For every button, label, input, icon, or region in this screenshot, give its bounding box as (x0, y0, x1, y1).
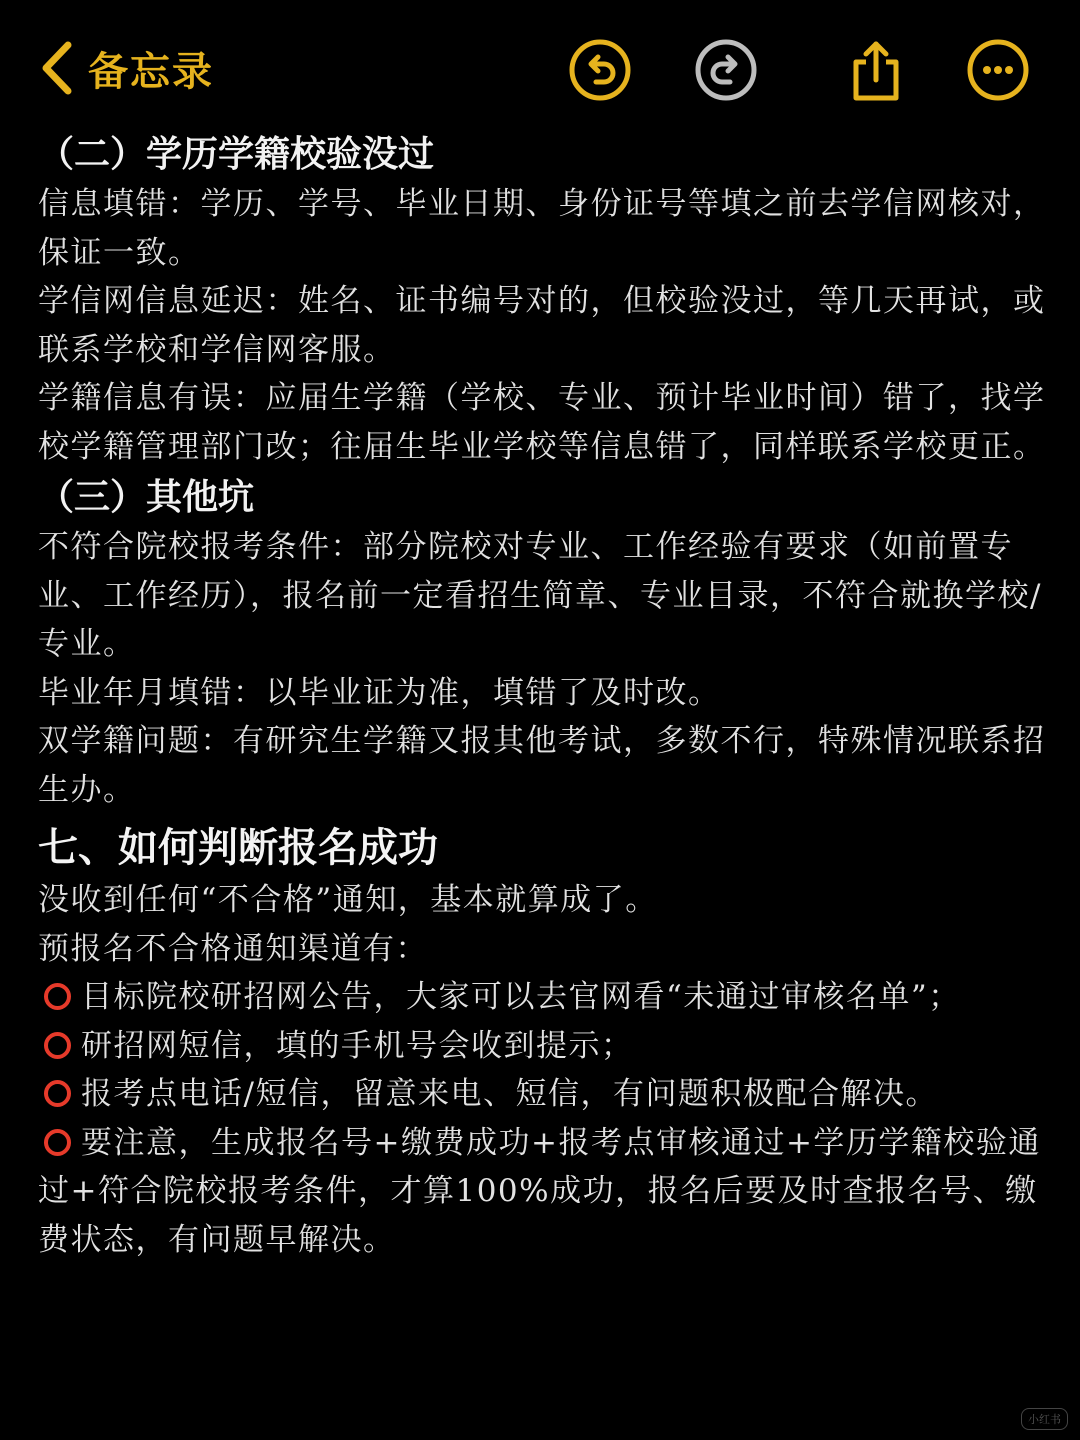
bullet-item (38, 1070, 1048, 1119)
circle-bullet-icon (44, 1129, 71, 1156)
paragraph: 毕业年月填错：以毕业证为准，填错了及时改。 (38, 674, 721, 711)
bullet-text: 要注意，生成报名号+缴费成功+报考点审核通过+学历学籍校验通过+符合院校报考条件，才算100%成功，报名后要及时查报名号、缴费状态，有问题早解决。 (38, 1124, 1041, 1258)
bullet-item (38, 1119, 1048, 1265)
chevron-left-icon (38, 41, 74, 95)
navigation-bar (0, 0, 1080, 130)
chapter-heading: 七、如何判断报名成功 (38, 824, 438, 871)
paragraph: 学籍信息有误：应届生学籍（学校、专业、预计毕业时间）错了，找学校学籍管理部门改；往届生毕业学校等信息错了，同样联系学校更正。 (38, 380, 1046, 465)
undo-icon[interactable] (568, 38, 632, 102)
paragraph: 信息填错：学历、学号、毕业日期、身份证号等填之前去学信网核对，保证一致。 (38, 186, 1046, 271)
redo-icon[interactable] (694, 38, 758, 102)
note-body[interactable] (38, 128, 1048, 1264)
bullet-item (38, 1022, 1048, 1071)
section-heading: （三）其他坑 (38, 476, 255, 518)
back-button[interactable] (38, 36, 214, 100)
bullet-text: 报考点电话/短信，留意来电、短信，有问题积极配合解决。 (81, 1076, 938, 1112)
more-icon[interactable] (966, 38, 1030, 102)
paragraph: 双学籍问题：有研究生学籍又报其他考试，多数不行，特殊情况联系招生办。 (38, 723, 1046, 808)
bullet-text: 目标院校研招网公告，大家可以去官网看“未通过审核名单”； (81, 979, 961, 1015)
paragraph: 没收到任何“不合格”通知，基本就算成了。 (38, 882, 658, 918)
section-heading: （二）学历学籍校验没过 (38, 133, 435, 175)
bullet-text: 研招网短信，填的手机号会收到提示； (81, 1027, 634, 1064)
watermark-logo: 小红书 (1021, 1408, 1068, 1430)
share-icon[interactable] (844, 38, 908, 102)
circle-bullet-icon (44, 1032, 71, 1059)
paragraph: 预报名不合格通知渠道有： (38, 930, 428, 967)
circle-bullet-icon (44, 1080, 71, 1107)
paragraph: 学信网信息延迟：姓名、证书编号对的，但校验没过，等几天再试，或联系学校和学信网客服。 (38, 283, 1046, 368)
bullet-item (38, 973, 1048, 1022)
back-label: 备忘录 (88, 48, 214, 95)
circle-bullet-icon (44, 983, 71, 1010)
paragraph: 不符合院校报考条件：部分院校对专业、工作经验有要求（如前置专业、工作经历），报名前一定看招生简章、专业目录，不符合就换学校/专业。 (38, 529, 1042, 662)
